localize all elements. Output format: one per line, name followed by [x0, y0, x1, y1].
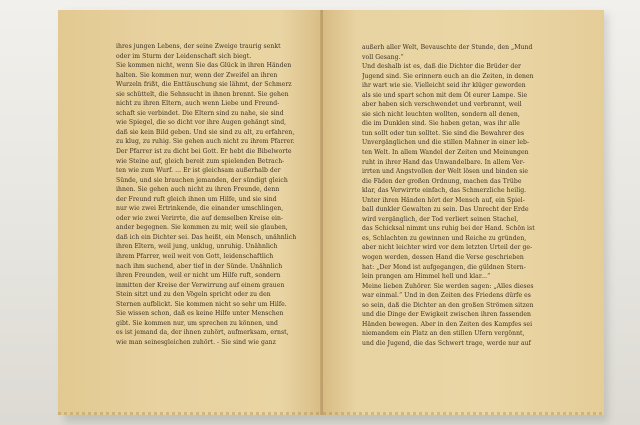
text-line: Unter ihren Händen hört der Mensch auf, ein Spiel-	[362, 196, 525, 204]
text-line: es, Schlachten zu gewinnen und Reiche zu gründen,	[362, 234, 527, 242]
text-line: Händen bewegen. Aber in den Zeiten des Kampfes sei	[362, 320, 533, 328]
right-page-text	[362, 43, 572, 349]
left-page-text	[116, 42, 316, 348]
text-line: und die Jugend, die das Schwert trage, werde nur auf	[362, 339, 531, 347]
text-line: oder wie zwei Verirrte, die auf demselben Kreise ein-	[116, 214, 284, 222]
text-line: nicht zu ihren Eltern, auch wenn Liebe und Freund-	[116, 100, 280, 108]
text-line: voll Gesang.“	[362, 53, 404, 61]
text-line: klar, das Verwirrte einfach, das Schmerzliche heilig.	[362, 187, 527, 195]
text-line: wie Spiegel, die so dicht vor ihre Augen gehängt sind,	[116, 119, 287, 127]
text-line: hat: „Der Mond ist aufgegangen, die güldnen Stern-	[362, 263, 526, 271]
text-line: die Fäden der großen Ordnung, machen das Trübe	[362, 177, 522, 185]
text-line: so sein, daß die Dichter an den großen Strömen sitzen	[362, 301, 534, 309]
text-line: daß sie kein Bild geben. Und sie sind zu alt, zu erfahren,	[116, 128, 295, 136]
text-line: wie Steine auf, gleich bereit zum spielenden Betrach-	[116, 157, 285, 165]
text-line: Jugend sind. Sie erinnern euch an die Zeiten, in denen	[362, 72, 534, 80]
text-line: Wurzeln frißt, die Enttäuschung sie lähmt, der Schmerz	[116, 81, 292, 89]
text-line: Der Pfarrer ist zu dicht bei Gott. Er hebt die Bibelworte	[116, 148, 292, 156]
text-line: wogen werden, dessen Hand die Verse geschrieben	[362, 254, 524, 262]
text-line: lein prangen am Himmel hell und klar...“	[362, 273, 491, 281]
text-line: tun sollt oder tun solltet. Sie sind die Bewahrer des	[362, 129, 525, 137]
text-line: aber nicht leichter wird vor dem letzten Urteil der ge-	[362, 244, 533, 252]
text-line: ruht in ihrer Hand das Unwandelbare. In allem Ver-	[362, 158, 525, 166]
text-line: ander begegnen. Sie kommen zu mir, weil sie glauben,	[116, 224, 288, 232]
text-line: Unvergänglichen und die stillen Mahner in einer leb-	[362, 139, 530, 147]
text-line: daß ich ein Dichter sei. Das heißt, ein Mensch, unähnlich	[116, 233, 297, 241]
text-line: die im Dunklen sind. Sie haben getan, was ihr alle	[362, 120, 520, 128]
text-line: schaft sie verbindet. Die Eltern sind zu nahe, sie sind	[116, 109, 284, 117]
text-line: Sie kommen nicht, wenn Sie das Glück in ihren Händen	[116, 62, 292, 70]
text-line: ball dunkler Gewalten zu sein. Das Unrecht der Erde	[362, 206, 529, 214]
deckle-edge	[323, 412, 604, 415]
text-line: ihrem Pfarrer, weil weit von Gott, leidenschaftlich	[116, 253, 274, 261]
text-line: inmitten der Kreise der Verwirrung auf einem grauen	[116, 281, 285, 289]
text-line: war einmal.“ Und in den Zeiten des Friedens dürfe es	[362, 292, 531, 300]
text-line: ihr wart wie sie. Vielleicht seid ihr klüger geworden	[362, 82, 526, 90]
text-line: Stein sitzt und zu den Vögeln spricht oder zu den	[116, 291, 271, 299]
text-line: außerh aller Welt, Bevauschte der Stunde, den „Mund	[362, 44, 533, 51]
text-line: ten Welt. In allem Wandel der Zeiten und Meinungen	[362, 149, 529, 157]
text-line: und die Dinge der Ewigkeit zwischen ihren fassenden	[362, 311, 532, 319]
text-line: Sie wissen schon, daß es keine Hilfe unter Menschen	[116, 310, 284, 318]
text-line: ten wie zum Wurf. ... Er ist gleichsam außerhalb der	[116, 167, 281, 175]
text-line: halten. Sie kommen nur, wenn der Zweifel an ihren	[116, 71, 278, 79]
text-line: nach ihm suchend, aber tief in der Sünde. Unähnlich	[116, 262, 283, 270]
left-page	[58, 10, 321, 415]
text-line: niemandem ein Platz an den stillen Ufern vergönnt,	[362, 330, 525, 338]
right-page	[323, 10, 604, 415]
text-line: oder im Sturm der Leidenschaft sich biegt.	[116, 52, 252, 60]
text-line: gibt. Sie kommen nur, um sprechen zu können, und	[116, 319, 278, 327]
text-line: Sünde, und sie brauchen jemanden, der sündigt gleich	[116, 176, 288, 184]
text-line: nur wie zwei Ertrinkende, die einander umschlingen,	[116, 205, 284, 213]
text-line: ihres jungen Lebens, der seine Zweige traurig senkt	[116, 43, 281, 50]
text-line: wie man seinesgleichen zuhört. - Sie sind wie ganz	[116, 338, 276, 346]
text-line: sie schüttelt, die Sehnsucht in ihnen brennt. Sie gehen	[116, 90, 289, 98]
deckle-edge	[58, 412, 321, 415]
text-line: zu klug, zu ruhig. Sie gehen auch nicht zu ihrem Pfarrer.	[116, 138, 295, 146]
text-line: irrten und Angstvollen der Welt lösen und binden sie	[362, 168, 529, 176]
text-line: der Freund ruft gleich ihnen um Hilfe, und sie sind	[116, 195, 277, 203]
text-line: es ist jemand da, der ihnen zuhört, aufmerksam, ernst,	[116, 329, 289, 337]
text-line: das Schicksal nimmt uns ruhig bei der Hand. Schön ist	[362, 225, 535, 233]
text-line: als sie und spart schon mit dem Öl eurer Lampe. Sie	[362, 91, 528, 99]
text-line: aber haben sich verschwendet und verbrannt, weil	[362, 101, 522, 109]
text-line: sie sich nicht leuchten wollten, sondern all denen,	[362, 110, 520, 118]
text-line: Meine lieben Zuhörer. Sie werden sagen: „Alles dieses	[362, 282, 534, 290]
text-line: Und deshalb ist es, daß die Dichter die Brüder der	[362, 63, 521, 71]
text-line: ihnen. Sie gehen auch nicht zu ihren Freunde, denn	[116, 186, 280, 194]
text-line: ihren Eltern, weil jung, unklug, unruhig. Unähnlich	[116, 243, 278, 251]
text-line: Sternen aufblickt. Sie kommen nicht so sehr um Hilfe.	[116, 300, 287, 308]
text-line: ihren Freunden, weil er nicht um Hilfe ruft, sondern	[116, 272, 281, 280]
text-line: wird vergänglich, der Tod verliert seinen Stachel,	[362, 215, 519, 223]
